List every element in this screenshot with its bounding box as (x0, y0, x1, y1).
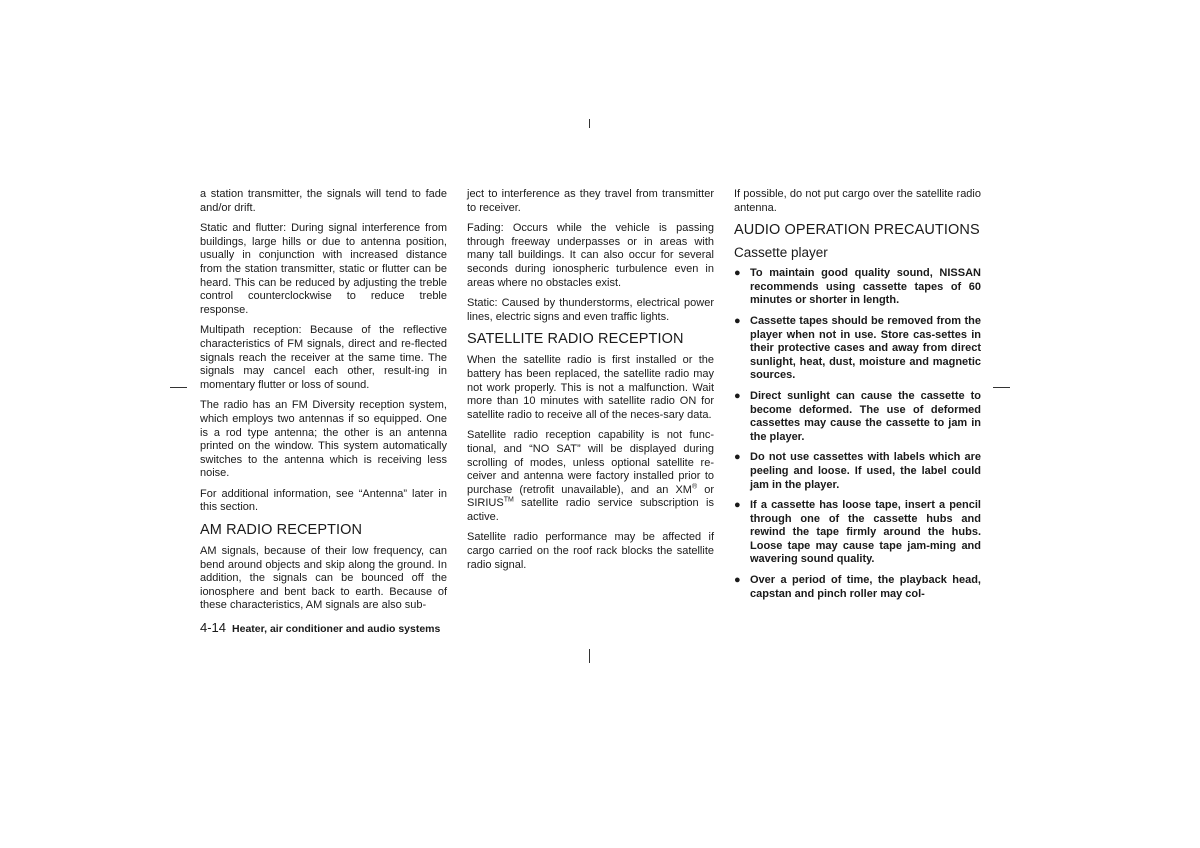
paragraph-satellite-capability (467, 429, 714, 524)
paragraph-fm-diversity: The radio has an FM Diversity reception system, which employs two antennas if so equipped. One is a rod type antenna; the other is an antenna printed on the window. This system automatically switches to the antenna which is receiving less noise. (200, 399, 447, 480)
paragraph: a station transmitter, the signals will tend to fade and/or drift. (200, 188, 447, 214)
paragraph-satellite-install: When the satellite radio is first installed or the battery has been replaced, the satellite radio may not work properly. This is not a malfunction. Wait more than 10 minutes with satellite radio ON for satellite radio to receive all of the neces-sary data. (467, 354, 714, 421)
heading-audio-precautions: AUDIO OPERATION PRECAUTIONS (734, 222, 980, 239)
bottom-center-mark (589, 649, 590, 663)
bullet-icon: ● (734, 451, 741, 464)
paragraph: ject to interference as they travel from transmitter to receiver. (467, 188, 714, 214)
list-item (734, 574, 981, 601)
list-item-text: To maintain good quality sound, NISSAN recommends using cassette tapes of 60 minutes or shorter in length. (750, 267, 981, 307)
paragraph-antenna-reference: For additional information, see “Antenna” later in this section. (200, 487, 447, 514)
registered-mark: ® (691, 483, 698, 491)
list-item-text: Direct sunlight can cause the cassette to become deformed. The use of deformed cassettes may cause the cassette to jam in the player. (750, 389, 981, 443)
list-item (734, 267, 981, 308)
list-item (734, 390, 981, 444)
column-2 (467, 188, 714, 579)
paragraph-fading: Fading: Occurs while the vehicle is passing through freeway underpasses or in areas with many tall buildings. It can also occur for several seconds during ionospheric turbulence even in areas where no obstacles exist. (467, 222, 714, 289)
page-number: 4-14 (200, 620, 227, 635)
list-item-text: Over a period of time, the playback head, capstan and pinch roller may col- (750, 574, 981, 600)
text-span: satellite radio service subscription is active. (467, 497, 714, 523)
bullet-icon: ● (734, 267, 741, 280)
paragraph-am-signals: AM signals, because of their low frequency, can bend around objects and skip along the ground. In addition, the signals can be bounced off the ionosphere and bent back to earth. Because of these characteristics, AM signals are also sub- (200, 545, 447, 612)
section-title: Heater, air conditioner and audio systems (232, 623, 441, 635)
list-item (734, 451, 981, 492)
bullet-icon: ● (734, 499, 741, 512)
bullet-icon: ● (734, 389, 741, 402)
heading-am-radio: AM RADIO RECEPTION (200, 522, 363, 539)
list-item (734, 499, 981, 567)
column-3 (734, 188, 981, 608)
paragraph-cargo: If possible, do not put cargo over the satellite radio antenna. (734, 188, 981, 214)
list-item (734, 315, 981, 383)
paragraph-static-flutter: Static and flutter: During signal interference from buildings, large hills or due to antenna position, usually in conjunction with increased distance from the station transmitter, static or flutter can be heard. This can be reduced by adjusting the treble control counterclockwise to reduce treble response. (200, 222, 447, 316)
list-item-text: Cassette tapes should be removed from the player when not in use. Store cas-settes in their protective cases and away from direct sunlight, heat, dust, moisture and magnetic sources. (750, 314, 981, 382)
trademark-mark: TM (503, 496, 514, 504)
text-span: or SIRIUS (467, 483, 714, 510)
subheading-cassette-player: Cassette player (734, 245, 828, 261)
top-center-mark (589, 119, 590, 128)
paragraph-satellite-performance: Satellite radio performance may be affected if cargo carried on the roof rack blocks the satellite radio signal. (467, 531, 714, 571)
paragraph-multipath: Multipath reception: Because of the reflective characteristics of FM signals, direct and re-flected signals reach the receiver at the same time. The signals may cancel each other, result-ing in momentary flutter or loss of sound. (200, 324, 447, 391)
bullet-icon: ● (734, 574, 741, 587)
bullet-icon: ● (734, 314, 741, 327)
paragraph-static: Static: Caused by thunderstorms, electrical power lines, electric signs and even traffic lights. (467, 297, 714, 323)
text-span: Satellite radio reception capability is not func-tional, and “NO SAT” will be displayed during scrolling of modes, unless optional satellite re-ceiver and antenna were factory installed prior to purchase (retrofit unavailable), and an XM (467, 429, 714, 496)
heading-satellite-radio: SATELLITE RADIO RECEPTION (467, 331, 684, 348)
left-side-mark (170, 387, 187, 388)
list-item-text: If a cassette has loose tape, insert a pencil through one of the cassette hubs and rewind the tape firmly around the hubs. Loose tape may cause tape jam-ming and wavering sound quality. (750, 499, 981, 566)
bullet-list (734, 267, 981, 601)
right-side-mark (993, 387, 1010, 388)
page-footer (200, 620, 440, 635)
list-item-text: Do not use cassettes with labels which are peeling and loose. If used, the label could jam in the player. (750, 451, 981, 491)
column-1 (200, 188, 447, 620)
